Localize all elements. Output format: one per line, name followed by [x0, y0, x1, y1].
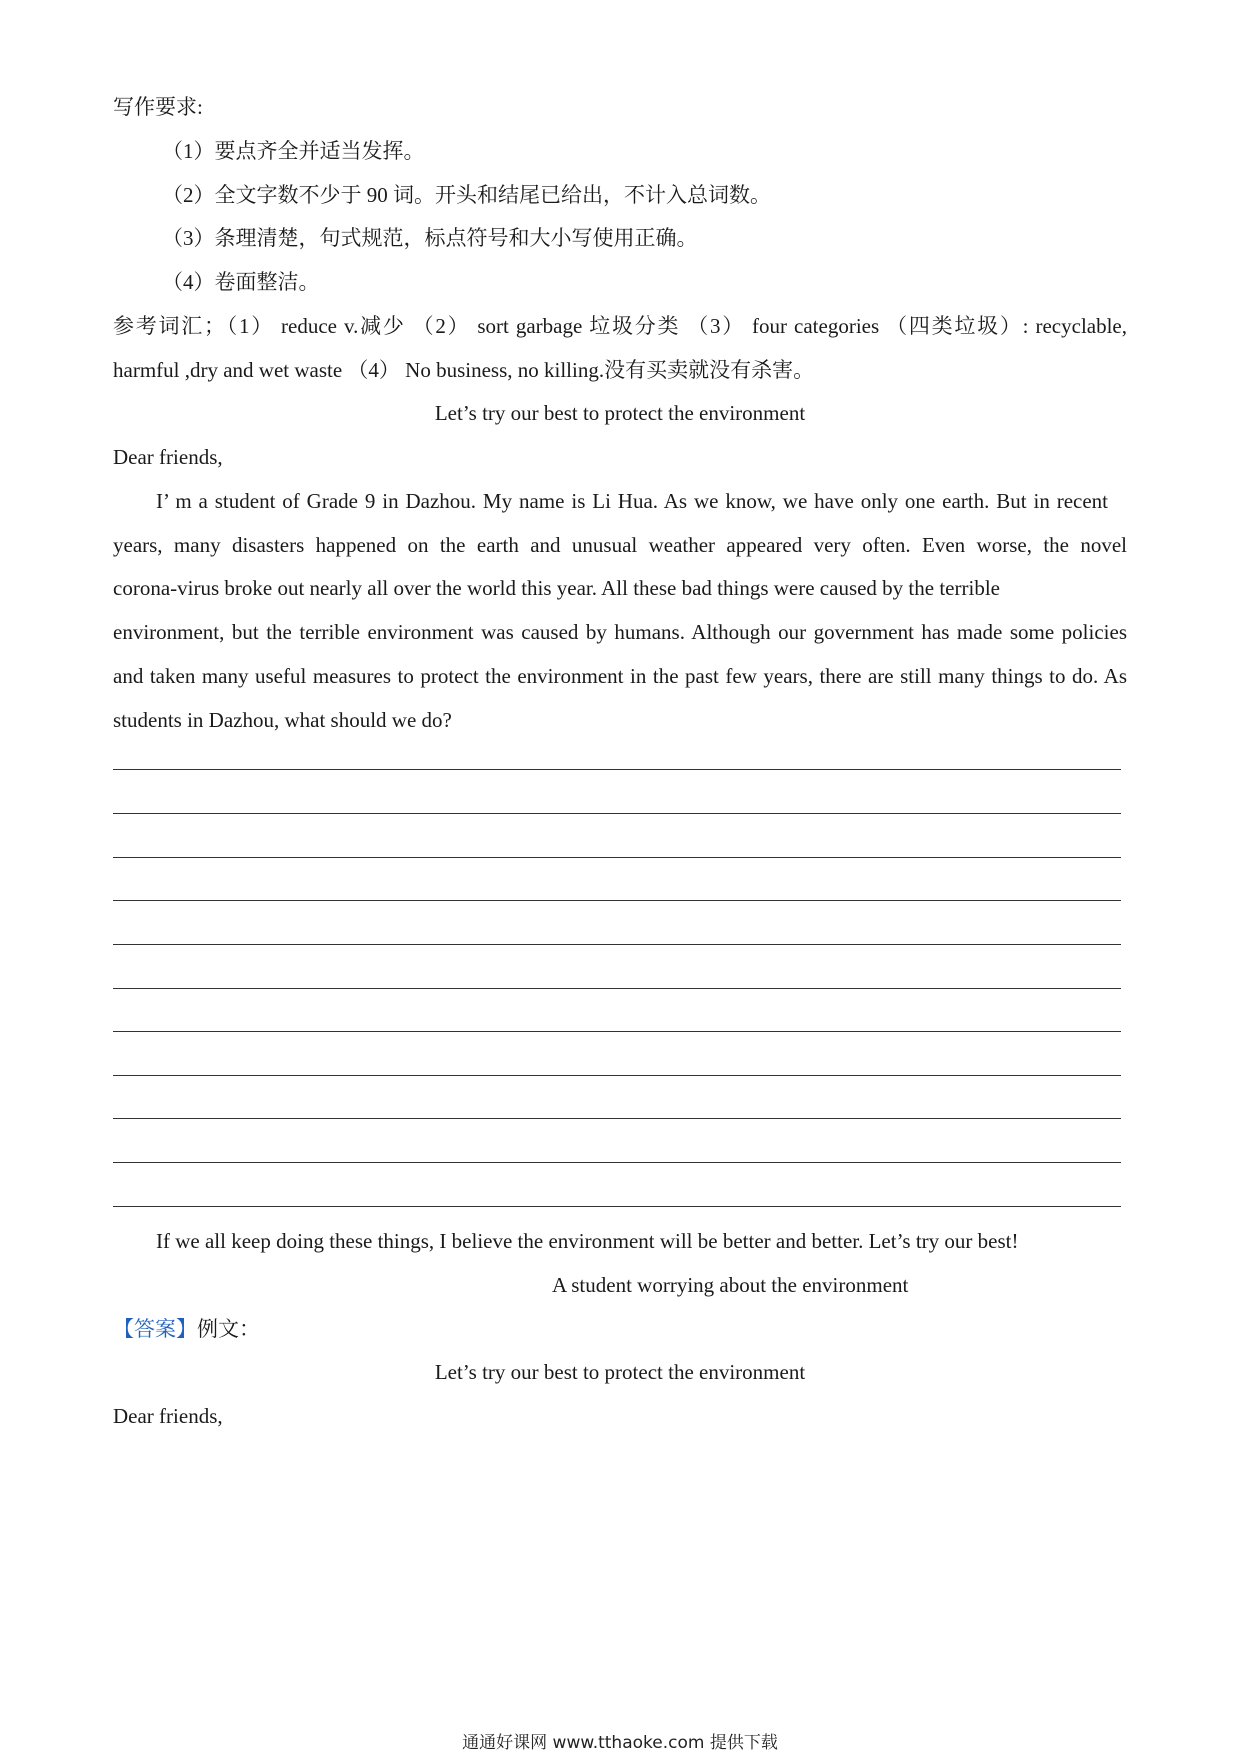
essay-signature: A student worrying about the environment	[552, 1273, 909, 1297]
essay-paragraph-line: and taken many useful measures to protect the environment in the past few years, there are still many things to do. As	[113, 664, 1127, 688]
essay-paragraph-line: students in Dazhou, what should we do?	[113, 708, 452, 732]
writing-line	[113, 988, 1121, 989]
answer-heading	[113, 1315, 260, 1343]
answer-label: 例文：	[197, 1317, 260, 1341]
writing-line	[113, 1206, 1121, 1207]
requirements-heading: 写作要求:	[113, 95, 203, 119]
writing-line	[113, 1031, 1121, 1032]
essay-paragraph-line: I’ m a student of Grade 9 in Dazhou. My name is Li Hua. As we know, we have only one earth. But in recent	[156, 489, 1108, 513]
writing-line	[113, 900, 1121, 901]
writing-line	[113, 813, 1121, 814]
requirement-item-1: （1）要点齐全并适当发挥。	[162, 139, 425, 163]
writing-line	[113, 944, 1121, 945]
page-footer: 通通好课网 www.tthaoke.com 提供下载	[462, 1733, 778, 1753]
answer-tag: 【答案】	[113, 1317, 197, 1341]
writing-line	[113, 1162, 1121, 1163]
essay-salutation: Dear friends,	[113, 445, 223, 469]
writing-line	[113, 769, 1121, 770]
answer-salutation: Dear friends,	[113, 1404, 223, 1428]
essay-closing: If we all keep doing these things, I believe the environment will be better and better. Let’s try our best!	[156, 1229, 1019, 1253]
requirement-item-2: （2）全文字数不少于 90 词。开头和结尾已给出，不计入总词数。	[162, 183, 771, 207]
essay-paragraph-line: corona-virus broke out nearly all over the world this year. All these bad things were caused by the terrible	[113, 576, 1000, 600]
answer-title: Let’s try our best to protect the environment	[434, 1360, 806, 1384]
writing-line	[113, 1075, 1121, 1076]
essay-title: Let’s try our best to protect the environment	[434, 401, 806, 425]
essay-paragraph-line: years, many disasters happened on the earth and unusual weather appeared very often. Even worse, the novel	[113, 533, 1127, 557]
vocab-line-2: harmful ,dry and wet waste （4） No business, no killing.没有买卖就没有杀害。	[113, 358, 815, 382]
requirement-item-3: （3）条理清楚，句式规范，标点符号和大小写使用正确。	[162, 226, 698, 250]
writing-line	[113, 1118, 1121, 1119]
essay-paragraph-line: environment, but the terrible environment was caused by humans. Although our government has made some policies	[113, 620, 1127, 644]
requirement-item-4: （4）卷面整洁。	[162, 270, 320, 294]
writing-line	[113, 857, 1121, 858]
vocab-line-1: 参考词汇；（1） reduce v.减少 （2） sort garbage 垃圾分类 （3） four categories （四类垃圾）: recyclable,	[113, 314, 1127, 338]
